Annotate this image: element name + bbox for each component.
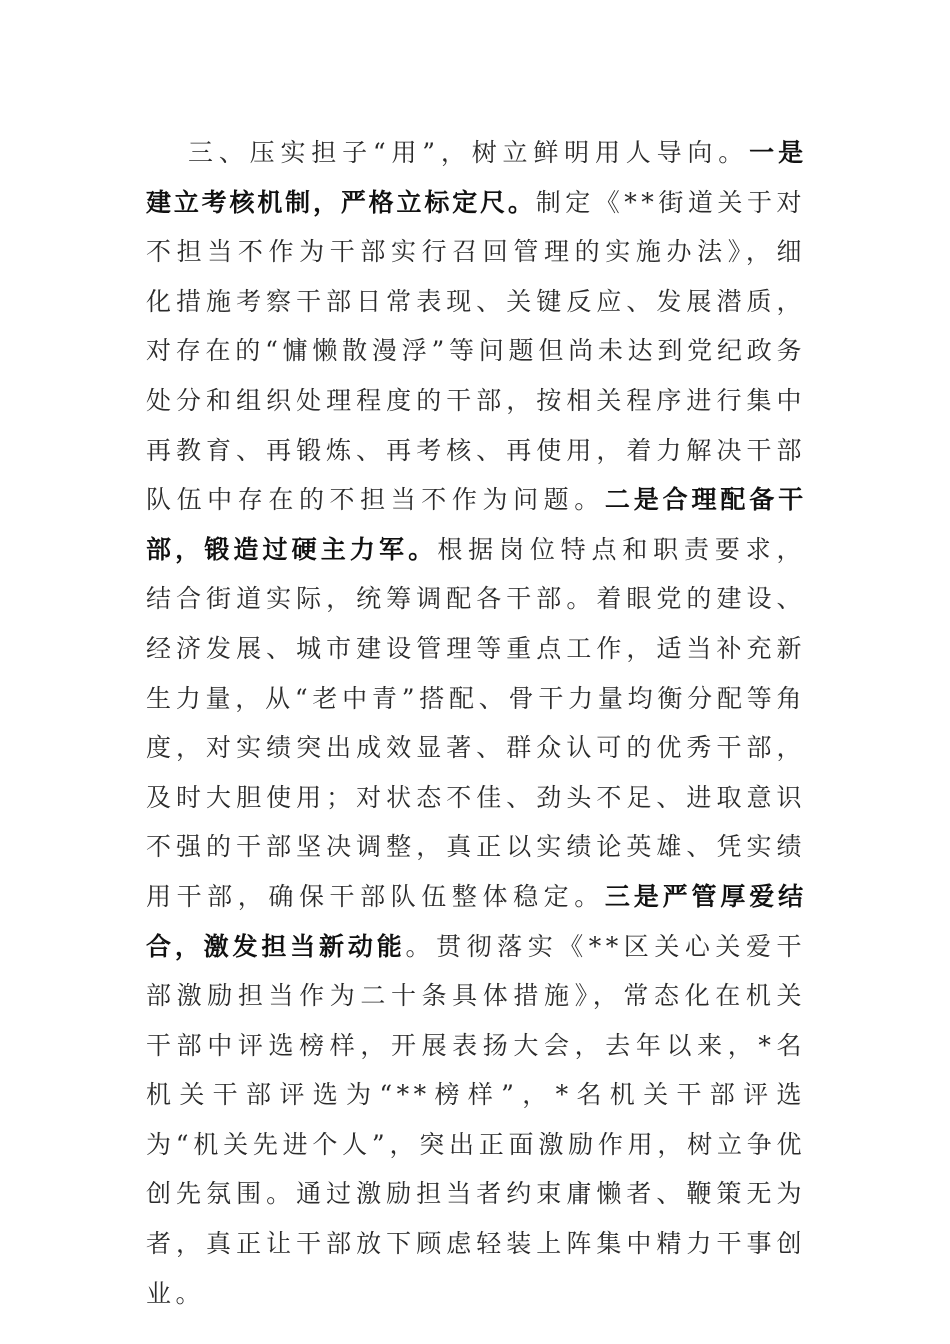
bold-point-2: 二是合理配备干部，锻造过硬主力军。 bbox=[146, 485, 806, 564]
paragraph-text-2: 根据岗位特点和职责要求，结合街道实际，统筹调配各干部。着眼党的建设、经济发展、城市建设管理等重点工作，适当补充新生力量，从“老中青”搭配、骨干力量均衡分配等角度，对实绩突出成效显著、群众认可的优秀干部，及时大胆使用；对状态不佳、劲头不足、进取意识不强的干部坚决调整，真正以实绩论英雄、凭实绩用干部，确保干部队伍整体稳定。 bbox=[146, 534, 806, 911]
paragraph-text-3: 。贯彻落实《**区关心关爱干部激励担当作为二十条具体措施》，常态化在机关干部中评选榜样，开展表扬大会，去年以来，*名机关干部评选为“**榜样”，*名机关干部评选为“机关先进个人”，突出正面激励作用，树立争优创先氛围。通过激励担当者约束庸懒者、鞭策无为者，真正让干部放下顾虑轻装上阵集中精力干事创业。 bbox=[146, 931, 806, 1308]
body-paragraph bbox=[146, 128, 806, 1318]
bold-point-1: 一是建立考核机制，严格立标定尺。 bbox=[146, 138, 806, 217]
paragraph-text-1: 制定《**街道关于对不担当不作为干部实行召回管理的实施办法》，细化措施考察干部日常表现、关键反应、发展潜质，对存在的“慵懒散漫浮”等问题但尚未达到党纪政务处分和组织处理程度的干部，按相关程序进行集中再教育、再锻炼、再考核、再使用，着力解决干部队伍中存在的不担当不作为问题。 bbox=[146, 187, 806, 515]
paragraph-heading-text: 三、压实担子“用”，树立鲜明用人导向。 bbox=[188, 138, 750, 167]
bold-point-3: 三是严管厚爱结合，激发担当新动能 bbox=[146, 881, 806, 961]
